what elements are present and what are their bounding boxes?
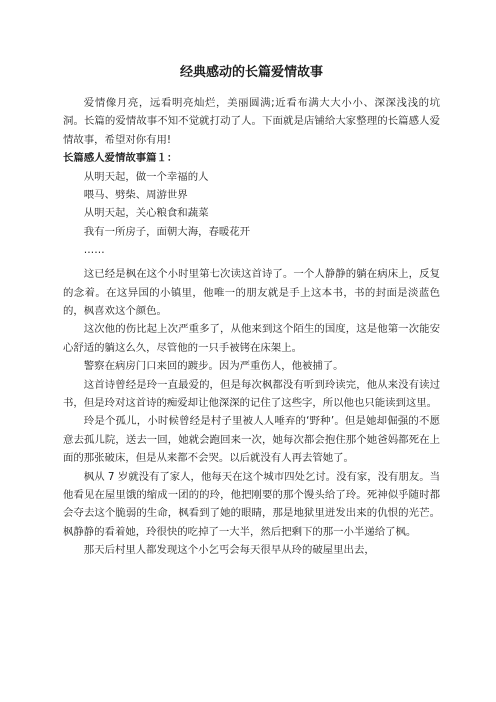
poem-line: 从明天起，关心粮食和蔬菜: [83, 207, 209, 220]
body-paragraph: 这首诗曾经是玲一直最爱的，但是每次枫都没有听到玲读完，他从来没有读过书，但是玲对这首诗的痴爱却让他深深的记住了这些字，所以他也只能读到这里。: [63, 378, 440, 409]
poem-block: [63, 168, 440, 260]
body-paragraph: 这已经是枫在这个小时里第七次读这首诗了。一个人静静的躺在病床上，反复的念着。在这异国的小镇里，他唯一的朋友就是手上这本书，书的封面是淡蓝色的，枫喜欢这个颜色。: [63, 268, 440, 317]
poem-line: 从明天起，做一个幸福的人: [83, 170, 209, 183]
poem-line: 喂马、劈柴、周游世界: [83, 189, 188, 202]
body-paragraph: 枫从 7 岁就没有了家人，他每天在这个城市四处乞讨。没有家，没有朋友。当他看见在屋里饿的缩成一团的的玲，他把刚要的那个馒头给了玲。死神似乎随时都会夺去这个脆弱的生命，枫看到了她的眼睛，那是地狱里迸发出来的仇恨的光芒。枫静静的看着她，玲很快的吃掉了一大半，然后把剩下的那一小半递给了枫。: [63, 470, 440, 538]
poem-ellipsis: ……: [83, 244, 105, 257]
body-paragraph: 玲是个孤儿，小时候曾经是村子里被人人唾弃的‘野种’。但是她却倔强的不愿意去孤儿院，送去一回，她就会跑回来一次，她每次都会抱住那个她爸妈都死在上面的那张破床，但是从来都不会哭。以后就没有人再去管她了。: [63, 415, 440, 465]
document-title: 经典感动的长篇爱情故事: [179, 65, 323, 80]
poem-line: 我有一所房子，面朝大海，春暖花开: [83, 225, 251, 238]
body-paragraph: 那天后村里人都发现这个小乞丐会每天很早从玲的破屋里出去，: [83, 544, 375, 557]
intro-paragraph: 爱情像月亮，远看明亮灿烂，美丽圆满;近看布满大大小小、深深浅浅的坑洞。长篇的爱情故事不知不觉就打动了人。下面就是店铺给大家整理的长篇感人爱情故事，希望对你有用!: [63, 97, 440, 146]
body-paragraph: 警察在病房门口来回的踱步。因为严重伤人，他被捕了。: [83, 360, 344, 373]
body-paragraph: 这次他的伤比起上次严重多了，从他来到这个陌生的国度，这是他第一次能安心舒适的躺这么久，尽管他的一只手被铐在床架上。: [63, 323, 440, 354]
section-heading: 长篇感人爱情故事篇１：: [63, 152, 178, 165]
